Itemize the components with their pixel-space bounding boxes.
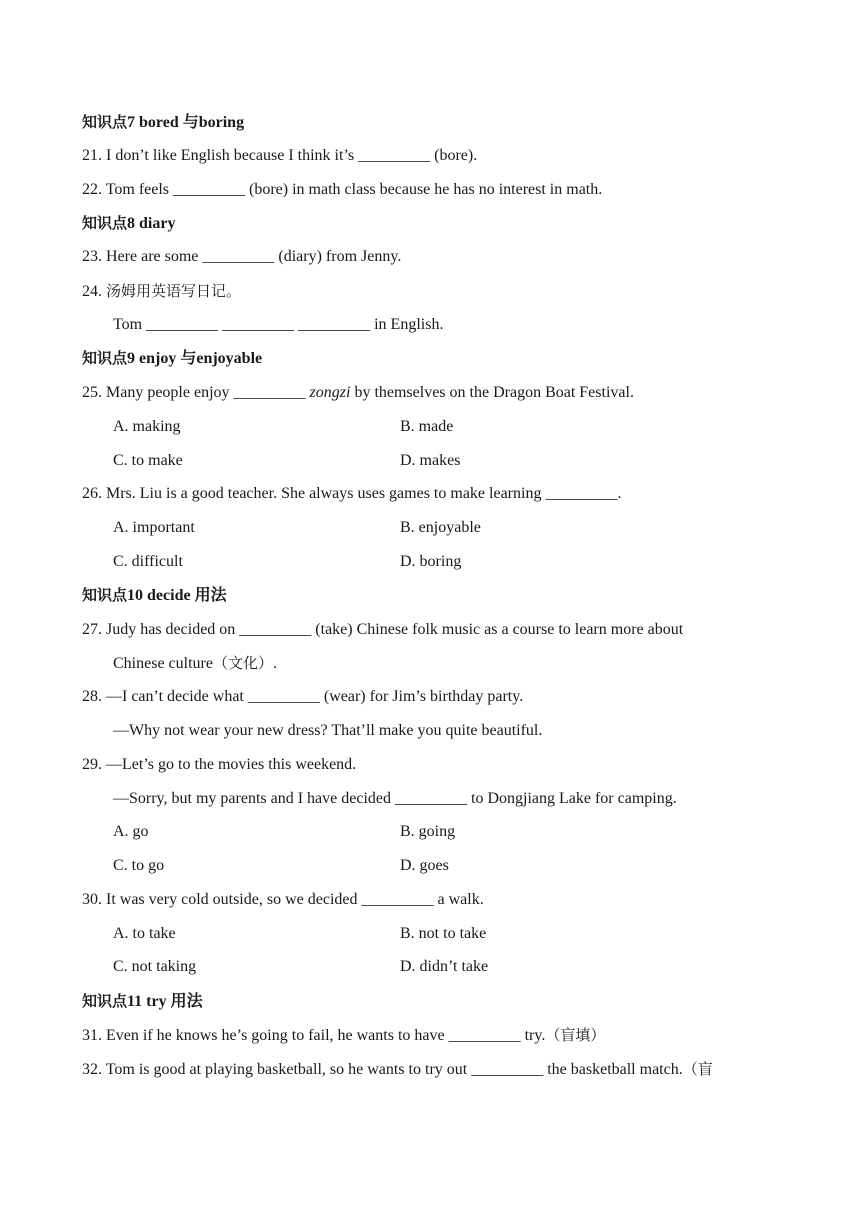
option-a: A. go — [113, 823, 149, 840]
period: . — [272, 655, 277, 672]
question-30: 30. It was very cold outside, so we decided _________ a walk. — [82, 891, 484, 908]
section-prefix: 知识点 — [82, 992, 128, 1010]
question-27-continuation — [113, 653, 277, 674]
question-31 — [82, 1025, 605, 1046]
question-28-reply: —Why not wear your new dress? That’ll make you quite beautiful. — [113, 722, 543, 739]
section-prefix: 知识点 — [82, 214, 128, 232]
option-c: C. to go — [113, 857, 165, 874]
question-number: 24. — [82, 283, 106, 300]
section-heading-8 — [82, 213, 175, 234]
section-title: 10 decide 用法 — [127, 587, 227, 604]
question-28: 28. —I can’t decide what _________ (wear) for Jim’s birthday party. — [82, 688, 524, 705]
question-29: 29. —Let’s go to the movies this weekend. — [82, 756, 357, 773]
option-d: D. didn’t take — [400, 958, 489, 975]
option-b: B. made — [400, 418, 454, 435]
option-c: C. difficult — [113, 553, 183, 570]
option-b: B. going — [400, 823, 456, 840]
section-prefix: 知识点 — [82, 586, 128, 604]
option-a: A. making — [113, 418, 181, 435]
question-text: 25. Many people enjoy _________ — [82, 384, 310, 401]
section-prefix: 知识点 — [82, 349, 128, 367]
section-title: 9 enjoy 与enjoyable — [127, 350, 263, 367]
section-heading-11 — [82, 991, 203, 1012]
blank-fill-note: （盲 — [682, 1060, 713, 1078]
question-24-answer-line: Tom _________ _________ _________ in English. — [113, 316, 444, 333]
question-32 — [82, 1059, 713, 1080]
option-b: B. not to take — [400, 925, 487, 942]
option-c: C. to make — [113, 452, 183, 469]
question-text-end: by themselves on the Dragon Boat Festival. — [350, 384, 634, 401]
option-d: D. makes — [400, 452, 461, 469]
question-26: 26. Mrs. Liu is a good teacher. She always uses games to make learning _________. — [82, 485, 622, 502]
question-22: 22. Tom feels _________ (bore) in math class because he has no interest in math. — [82, 181, 603, 198]
option-a: A. important — [113, 519, 195, 536]
italic-word: zongzi — [309, 384, 351, 401]
question-text: 32. Tom is good at playing basketball, so he wants to try out _________ the basketball match. — [82, 1061, 683, 1078]
section-prefix: 知识点 — [82, 113, 128, 131]
section-heading-10 — [82, 585, 227, 606]
option-b: B. enjoyable — [400, 519, 481, 536]
question-27: 27. Judy has decided on _________ (take) Chinese folk music as a course to learn more about — [82, 621, 684, 638]
question-29-reply: —Sorry, but my parents and I have decided _________ to Dongjiang Lake for camping. — [113, 790, 677, 807]
section-title: 8 diary — [127, 215, 176, 232]
option-c: C. not taking — [113, 958, 197, 975]
section-title: 11 try 用法 — [127, 993, 203, 1010]
question-text: 31. Even if he knows he’s going to fail, he wants to have _________ try. — [82, 1027, 546, 1044]
question-chinese-text: 汤姆用英语写日记。 — [106, 282, 242, 300]
section-heading-9 — [82, 348, 262, 369]
chinese-gloss: （文化） — [212, 654, 273, 672]
section-title: 7 bored 与boring — [127, 114, 245, 131]
question-25 — [82, 383, 634, 403]
section-heading-7 — [82, 112, 244, 133]
continuation-text: Chinese culture — [113, 655, 213, 672]
blank-fill-note: （盲填） — [545, 1026, 606, 1044]
question-24 — [82, 281, 241, 302]
question-21: 21. I don’t like English because I think it’s _________ (bore). — [82, 147, 478, 164]
question-23: 23. Here are some _________ (diary) from Jenny. — [82, 248, 402, 265]
option-d: D. boring — [400, 553, 462, 570]
option-a: A. to take — [113, 925, 176, 942]
option-d: D. goes — [400, 857, 449, 874]
